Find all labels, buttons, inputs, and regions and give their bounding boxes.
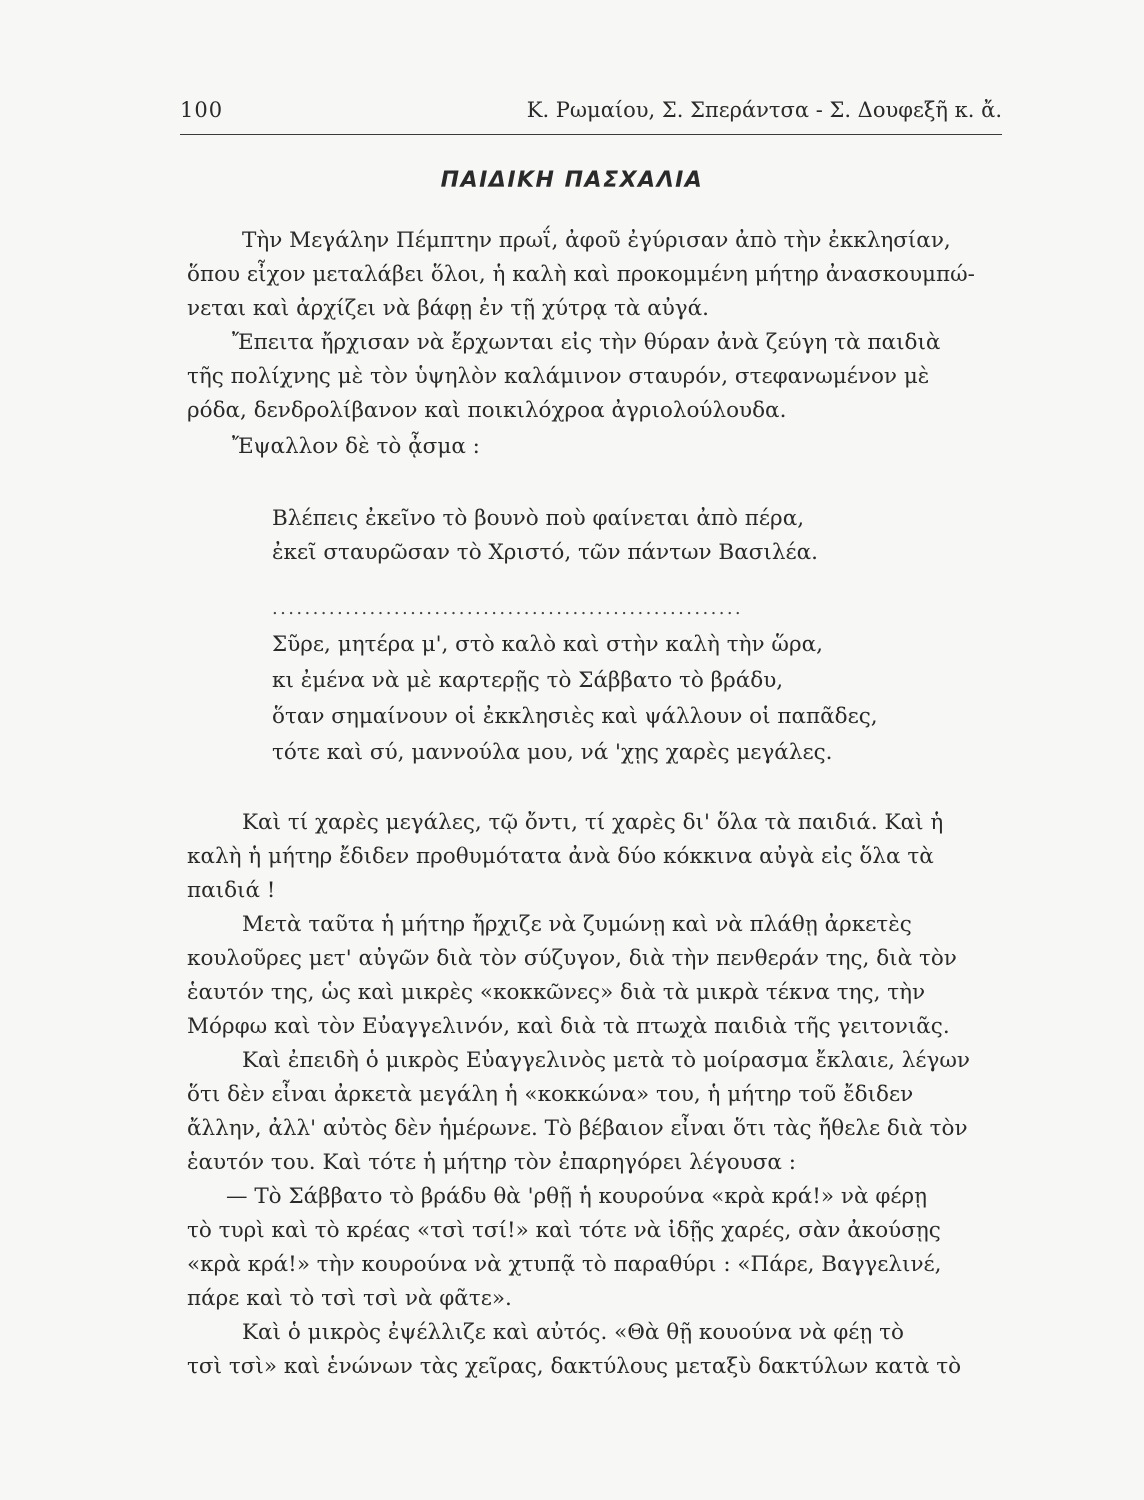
- omission-dots: ..........................................................: [272, 598, 744, 619]
- page-header: [180, 98, 1002, 135]
- text-line: Μετὰ ταῦτα ἡ μήτηρ ἤρχιζε νὰ ζυμώνῃ καὶ νὰ πλάθῃ ἀρκετὲς: [242, 912, 912, 937]
- text-line: παιδιά !: [187, 878, 276, 903]
- section-title: ΠΑΙΔΙΚΗ ΠΑΣΧΑΛΙΑ: [440, 168, 704, 193]
- text-line: κουλοῦρες μετ' αὐγῶν διὰ τὸν σύζυγον, διὰ τὴν πενθεράν της, διὰ τὸν: [187, 946, 957, 971]
- text-line: ὅτι δὲν εἶναι ἀρκετὰ μεγάλη ἡ «κοκκώνα» του, ἡ μήτηρ τοῦ ἔδιδεν: [187, 1082, 914, 1107]
- text-line: πάρε καὶ τὸ τσὶ τσὶ νὰ φᾶτε».: [187, 1286, 512, 1311]
- text-line: τὸ τυρὶ καὶ τὸ κρέας «τσὶ τσί!» καὶ τότε νὰ ἰδῇς χαρές, σὰν ἀκούσῃς: [187, 1218, 941, 1243]
- verse-line: ὅταν σημαίνουν οἱ ἐκκλησιὲς καὶ ψάλλουν οἱ παπᾶδες,: [272, 704, 878, 729]
- text-line: Ἔπειτα ἤρχισαν νὰ ἔρχωνται εἰς τὴν θύραν ἀνὰ ζεύγη τὰ παιδιὰ: [232, 330, 941, 355]
- text-line: ἄλλην, ἀλλ' αὐτὸς δὲν ἡμέρωνε. Τὸ βέβαιον εἶναι ὅτι τὰς ἤθελε διὰ τὸν: [187, 1116, 968, 1141]
- text-line: καλὴ ἡ μήτηρ ἔδιδεν προθυμότατα ἀνὰ δύο κόκκινα αὐγὰ εἰς ὅλα τὰ: [187, 844, 934, 869]
- running-head: Κ. Ρωμαίου, Σ. Σπεράντσα - Σ. Δουφεξῆ κ. ἄ.: [526, 98, 1002, 122]
- text-line: τσὶ τσὶ» καὶ ἑνώνων τὰς χεῖρας, δακτύλους μεταξὺ δακτύλων κατὰ τὸ: [187, 1354, 962, 1379]
- verse-line: κι ἐμένα νὰ μὲ καρτερῇς τὸ Σάββατο τὸ βράδυ,: [272, 668, 784, 693]
- text-line: νεται καὶ ἀρχίζει νὰ βάφῃ ἐν τῇ χύτρᾳ τὰ αὐγά.: [187, 296, 709, 321]
- text-line: Μόρφω καὶ τὸν Εὐαγγελινόν, καὶ διὰ τὰ πτωχὰ παιδιὰ τῆς γειτονιᾶς.: [187, 1014, 950, 1039]
- text-line: Τὴν Μεγάλην Πέμπτην πρωΐ, ἀφοῦ ἐγύρισαν ἀπὸ τὴν ἐκκλησίαν,: [242, 228, 951, 253]
- page-number: 100: [180, 98, 224, 122]
- text-line: τῆς πολίχνης μὲ τὸν ὑψηλὸν καλάμινον σταυρόν, στεφανωμένον μὲ: [187, 364, 930, 389]
- verse-line: ἐκεῖ σταυρῶσαν τὸ Χριστό, τῶν πάντων Βασιλέα.: [272, 540, 818, 565]
- text-line: ἑαυτόν του. Καὶ τότε ἡ μήτηρ τὸν ἐπαρηγόρει λέγουσα :: [187, 1150, 797, 1175]
- text-line: Ἔψαλλον δὲ τὸ ᾆσμα :: [232, 434, 480, 459]
- text-line: ἑαυτόν της, ὡς καὶ μικρὲς «κοκκῶνες» διὰ τὰ μικρὰ τέκνα της, τὴν: [187, 980, 926, 1005]
- text-line: «κρὰ κρά!» τὴν κουρούνα νὰ χτυπᾷ τὸ παραθύρι : «Πάρε, Βαγγελινέ,: [187, 1252, 942, 1277]
- verse-line: Βλέπεις ἐκεῖνο τὸ βουνὸ ποὺ φαίνεται ἀπὸ πέρα,: [272, 506, 805, 531]
- text-line: Καὶ τί χαρὲς μεγάλες, τῷ ὄντι, τί χαρὲς δι' ὅλα τὰ παιδιά. Καὶ ἡ: [242, 810, 944, 835]
- text-line: Καὶ ἐπειδὴ ὁ μικρὸς Εὐαγγελινὸς μετὰ τὸ μοίρασμα ἔκλαιε, λέγων: [242, 1048, 970, 1073]
- verse-line: Σῦρε, μητέρα μ', στὸ καλὸ καὶ στὴν καλὴ τὴν ὥρα,: [272, 632, 823, 657]
- text-line: ρόδα, δενδρολίβανον καὶ ποικιλόχροα ἀγριολούλουδα.: [187, 398, 787, 423]
- text-line: ὅπου εἶχον μεταλάβει ὅλοι, ἡ καλὴ καὶ προκομμένη μήτηρ ἀνασκουμπώ-: [187, 262, 975, 287]
- text-line: — Τὸ Σάββατο τὸ βράδυ θὰ 'ρθῇ ἡ κουρούνα «κρὰ κρά!» νὰ φέρῃ: [226, 1184, 928, 1209]
- text-line: Καὶ ὁ μικρὸς ἐψέλλιζε καὶ αὐτός. «Θὰ θῇ κουούνα νὰ φέῃ τὸ: [242, 1320, 904, 1345]
- verse-line: τότε καὶ σύ, μαννούλα μου, νά 'χῃς χαρὲς μεγάλες.: [272, 740, 833, 765]
